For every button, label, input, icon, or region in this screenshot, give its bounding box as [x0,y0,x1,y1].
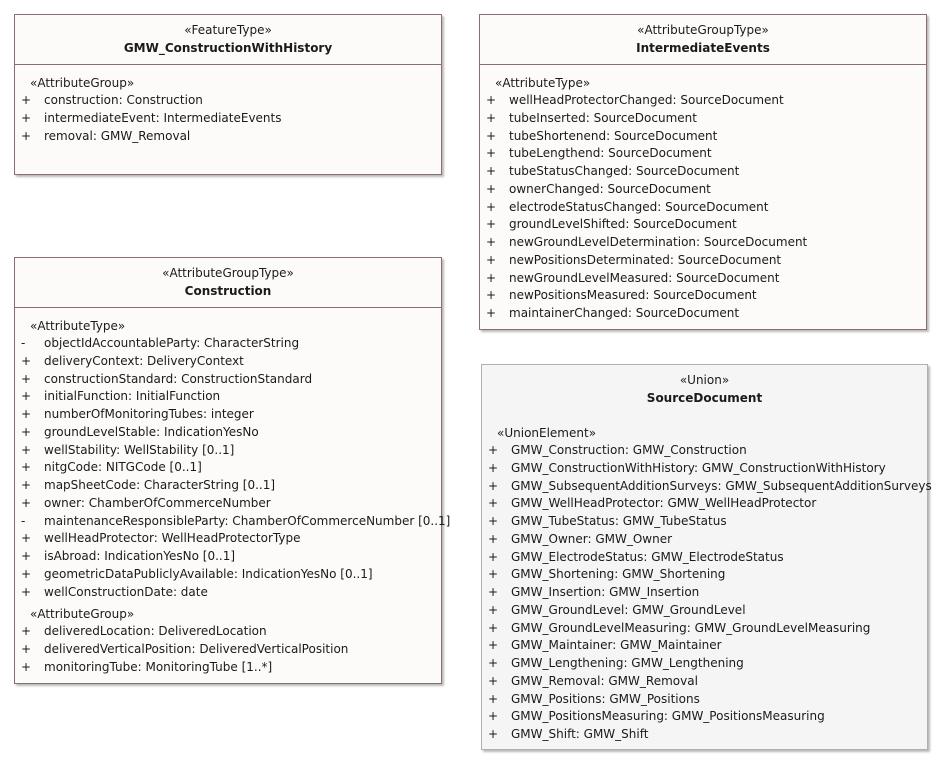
attribute-row[interactable] [15,459,441,477]
attribute-row[interactable] [15,424,441,442]
visibility-marker: + [488,656,499,670]
visibility-marker: + [486,235,497,249]
attribute-text: GMW_Removal: GMW_Removal [511,673,698,688]
visibility-marker: + [21,93,32,107]
attribute-row[interactable] [15,353,441,371]
visibility-marker: + [486,217,497,232]
visibility-marker: + [486,164,497,178]
attribute-compartment [15,65,441,145]
class-name: GMW_ConstructionWithHistory [123,41,333,55]
visibility-marker: + [488,620,499,635]
visibility-marker: + [21,642,32,656]
attribute-text: GMW_WellHeadProtector: GMW_WellHeadProtector [511,496,817,511]
attribute-row[interactable] [480,110,926,128]
visibility-marker: + [486,288,497,303]
attribute-row[interactable] [480,305,926,323]
attribute-row[interactable] [15,659,441,677]
attribute-text: geometricDataPubliclyAvailable: IndicationYesNo [0..1] [44,566,373,581]
visibility-marker: + [488,691,499,706]
attribute-text: initialFunction: InitialFunction [44,389,221,404]
visibility-marker: + [488,549,499,564]
attribute-text: tubeStatusChanged: SourceDocument [509,164,740,178]
attribute-row[interactable] [15,566,441,584]
visibility-marker: + [21,353,32,368]
class-name: IntermediateEvents [636,41,770,55]
attribute-text: tubeInserted: SourceDocument [509,110,697,125]
attribute-row[interactable] [482,513,927,531]
visibility-marker: + [21,110,32,125]
visibility-marker: + [486,146,497,161]
attribute-text: GMW_Maintainer: GMW_Maintainer [511,638,722,653]
attribute-row[interactable] [15,406,441,424]
visibility-marker: + [488,531,499,546]
visibility-marker: + [488,709,499,724]
attribute-text: removal: GMW_Removal [44,128,191,143]
visibility-marker: + [486,93,497,107]
attribute-text: newGroundLevelDetermination: SourceDocument [509,235,808,249]
attribute-compartment [482,415,932,744]
attribute-text: deliveredLocation: DeliveredLocation [44,624,267,639]
visibility-marker: + [486,110,497,125]
attribute-text: GMW_GroundLevelMeasuring: GMW_GroundLevelMeasuring [511,620,871,635]
attribute-text: deliveredVerticalPosition: DeliveredVerticalPosition [44,642,349,656]
visibility-marker: + [21,549,32,563]
attribute-row[interactable] [15,623,441,641]
attribute-text: constructionStandard: ConstructionStandard [44,371,313,386]
attribute-text: GMW_GroundLevel: GMW_GroundLevel [511,602,746,617]
attribute-row[interactable] [15,92,441,110]
attribute-text: wellStability: WellStability [0..1] [44,442,235,457]
attribute-text: ownerChanged: SourceDocument [509,181,711,196]
attribute-row[interactable] [482,708,927,726]
visibility-marker: + [21,424,32,439]
visibility-marker: + [488,673,499,688]
attribute-text: GMW_Insertion: GMW_Insertion [511,585,700,599]
attribute-text: nitgCode: NITGCode [0..1] [44,460,202,475]
visibility-marker: + [488,602,499,617]
attribute-row[interactable] [482,566,927,584]
visibility-marker: + [486,306,497,320]
attribute-row[interactable] [480,270,926,288]
visibility-marker: + [21,460,32,475]
attribute-row[interactable] [482,478,932,496]
visibility-marker: - [21,336,26,350]
attribute-text: GMW_Owner: GMW_Owner [511,531,673,546]
attribute-row[interactable] [480,199,926,217]
attribute-group-label: «AttributeType» [495,76,591,90]
attribute-text: GMW_ElectrodeStatus: GMW_ElectrodeStatus [511,549,784,564]
visibility-marker: + [21,407,32,421]
attribute-compartment [15,308,451,677]
attribute-row[interactable] [482,460,927,478]
attribute-text: intermediateEvent: IntermediateEvents [44,110,282,125]
class-name: SourceDocument [646,391,763,405]
attribute-row[interactable] [482,726,927,744]
class-header [15,15,441,65]
visibility-marker: + [488,478,499,493]
visibility-marker: - [21,513,26,528]
attribute-row[interactable] [482,602,927,620]
visibility-marker: + [488,567,499,582]
attribute-text: owner: ChamberOfCommerceNumber [44,495,271,510]
attribute-text: GMW_Lengthening: GMW_Lengthening [511,656,744,670]
attribute-text: newGroundLevelMeasured: SourceDocument [509,270,780,285]
class-name: Construction [184,284,272,298]
attribute-row[interactable] [15,548,441,566]
visibility-marker: + [488,585,499,599]
attribute-row[interactable] [15,371,441,389]
attribute-text: mapSheetCode: CharacterString [0..1] [44,478,276,492]
attribute-text: GMW_SubsequentAdditionSurveys: GMW_SubsequentAdditionSurveys [511,478,932,493]
attribute-row[interactable] [15,584,441,602]
attribute-text: GMW_Shift: GMW_Shift [511,727,649,741]
attribute-row[interactable] [15,335,441,353]
class-header [15,258,441,308]
attribute-row[interactable] [480,128,926,146]
class-construction[interactable] [14,257,451,684]
attribute-row[interactable] [482,637,927,655]
visibility-marker: + [21,389,32,404]
attribute-text: newPositionsMeasured: SourceDocument [509,288,757,303]
visibility-marker: + [21,531,32,546]
attribute-row[interactable] [482,549,927,567]
class-header [482,365,927,415]
attribute-group-label: «AttributeType» [30,319,126,333]
attribute-text: numberOfMonitoringTubes: integer [44,407,254,421]
attribute-text: GMW_Positions: GMW_Positions [511,691,700,706]
class-stereotype: «AttributeGroupType» [162,266,294,280]
attribute-row[interactable] [480,216,926,234]
attribute-row[interactable] [482,531,927,549]
attribute-text: wellConstructionDate: date [44,584,208,599]
attribute-row[interactable] [15,495,441,513]
visibility-marker: + [21,495,32,510]
class-header [480,15,926,65]
attribute-text: groundLevelStable: IndicationYesNo [44,424,259,439]
attribute-text: maintenanceResponsibleParty: ChamberOfCommerceNumber [0..1] [44,513,451,528]
attribute-row[interactable] [482,584,927,602]
class-stereotype: «AttributeGroupType» [637,23,769,37]
attribute-group-label: «UnionElement» [497,426,597,440]
attribute-row[interactable] [15,477,441,495]
class-stereotype: «Union» [679,373,730,387]
attribute-row[interactable] [482,495,927,513]
attribute-text: maintainerChanged: SourceDocument [509,306,740,320]
attribute-row[interactable] [15,513,451,531]
attribute-row[interactable] [15,442,441,460]
class-source-document[interactable] [481,364,932,750]
attribute-row[interactable] [15,110,441,128]
attribute-row[interactable] [482,620,927,638]
visibility-marker: + [486,270,497,285]
attribute-text: GMW_Construction: GMW_Construction [511,443,747,457]
visibility-marker: + [488,496,499,511]
visibility-marker: + [486,128,497,143]
visibility-marker: + [488,460,499,475]
attribute-row[interactable] [15,388,441,406]
attribute-text: wellHeadProtectorChanged: SourceDocument [509,93,784,107]
attribute-text: tubeShortenend: SourceDocument [509,128,718,143]
attribute-row[interactable] [480,252,926,270]
attribute-text: GMW_ConstructionWithHistory: GMW_ConstructionWithHistory [511,460,886,475]
visibility-marker: + [486,199,497,214]
attribute-text: isAbroad: IndicationYesNo [0..1] [44,549,236,563]
attribute-row[interactable] [480,163,926,181]
attribute-row[interactable] [482,673,927,691]
attribute-text: construction: Construction [44,93,203,107]
attribute-text: GMW_TubeStatus: GMW_TubeStatus [511,514,727,528]
class-stereotype: «FeatureType» [184,23,272,37]
attribute-row[interactable] [482,655,927,673]
attribute-text: wellHeadProtector: WellHeadProtectorType [44,531,301,546]
visibility-marker: + [488,514,499,528]
attribute-text: electrodeStatusChanged: SourceDocument [509,199,769,214]
attribute-group-label: «AttributeGroup» [30,76,135,90]
visibility-marker: + [488,727,499,741]
attribute-row[interactable] [480,287,926,305]
attribute-text: groundLevelShifted: SourceDocument [509,217,737,232]
attribute-row[interactable] [480,145,926,163]
attribute-row[interactable] [480,234,926,252]
visibility-marker: + [21,478,32,492]
attribute-text: GMW_PositionsMeasuring: GMW_PositionsMeasuring [511,709,825,724]
attribute-text: GMW_Shortening: GMW_Shortening [511,567,726,582]
visibility-marker: + [21,442,32,457]
class-gmw-construction-with-history[interactable] [14,14,442,175]
visibility-marker: + [21,566,32,581]
attribute-row[interactable] [480,181,926,199]
attribute-row[interactable] [480,92,926,110]
attribute-compartment [480,65,926,323]
visibility-marker: + [488,443,499,457]
attribute-text: newPositionsDeterminated: SourceDocument [509,252,782,267]
attribute-text: deliveryContext: DeliveryContext [44,353,244,368]
attribute-text: monitoringTube: MonitoringTube [1..*] [44,659,273,674]
visibility-marker: + [486,252,497,267]
attribute-row[interactable] [482,442,927,460]
class-intermediate-events[interactable] [479,14,927,330]
visibility-marker: + [488,638,499,653]
attribute-text: objectIdAccountableParty: CharacterString [44,336,300,350]
attribute-row[interactable] [15,128,441,146]
attribute-group-label: «AttributeGroup» [30,607,135,622]
visibility-marker: + [21,584,32,599]
visibility-marker: + [486,181,497,196]
attribute-text: tubeLengthend: SourceDocument [509,146,712,161]
visibility-marker: + [21,128,32,143]
visibility-marker: + [21,659,32,674]
visibility-marker: + [21,371,32,386]
attribute-row[interactable] [15,641,441,659]
attribute-row[interactable] [482,691,927,709]
visibility-marker: + [21,624,32,639]
attribute-row[interactable] [15,530,441,548]
